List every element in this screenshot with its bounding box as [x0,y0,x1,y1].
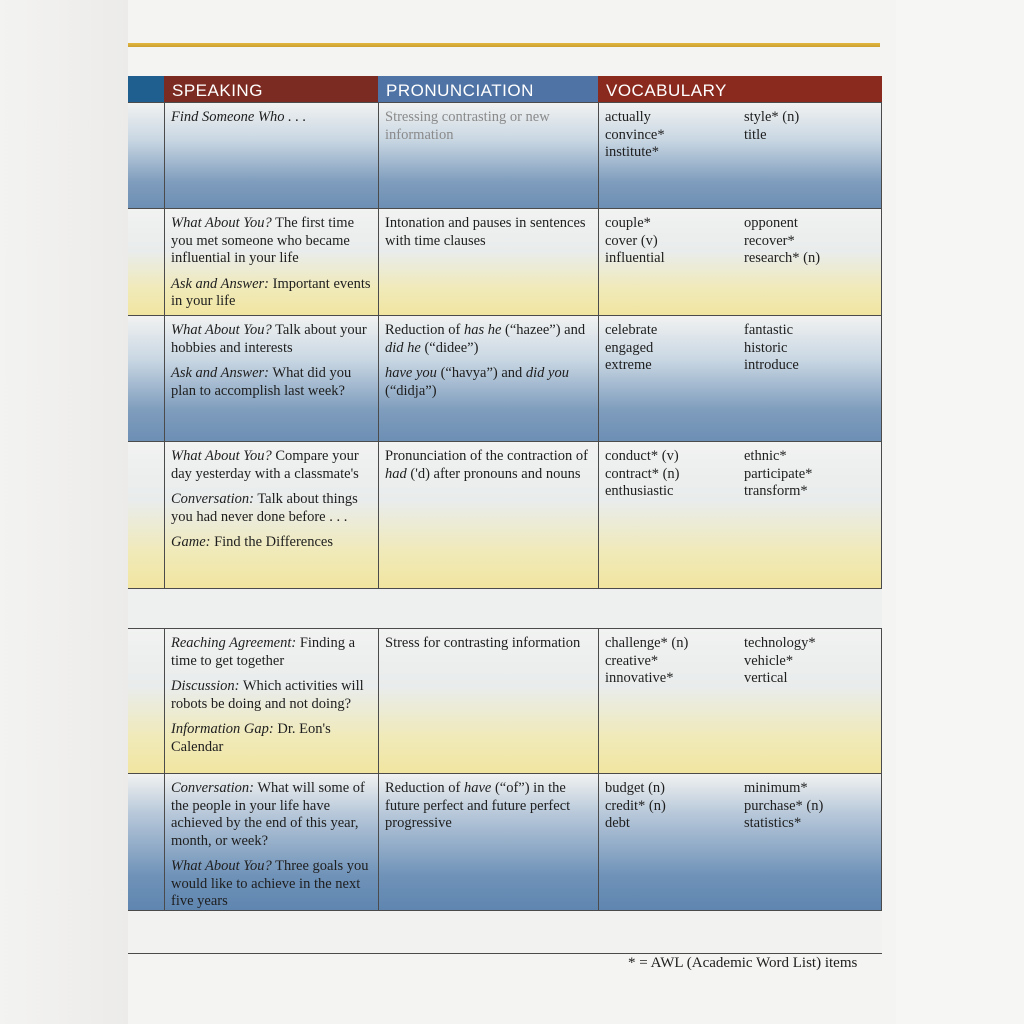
pron-italic: had [385,465,407,482]
vocab-word: conduct* (v) [605,448,679,464]
vocab-word: extreme [605,357,652,373]
vocab-word: opponent [744,215,798,231]
vocab-word: innovative* [605,670,674,686]
speaking-text: Find the Differences [210,534,334,550]
vocab-word: convince* [605,126,665,143]
pronunciation-cell: Stress for contrasting information [378,629,598,773]
vocab-word: purchase* (n) [744,797,824,814]
pron-text: Reduction of [385,780,464,796]
page-gutter [0,0,128,1024]
vocab-word: vehicle* [744,652,794,669]
awl-footnote: * = AWL (Academic Word List) items [628,955,858,971]
vocab-word: enthusiastic [605,483,674,499]
speaking-text: Talk about things you had never done before . . . [171,491,358,525]
vocab-col1 [598,316,738,441]
vocab-col1 [598,442,738,588]
vocab-col1 [598,103,738,208]
pron-text: (“of”) in the future perfect and future perfect progressive [385,780,571,831]
vocab-col2 [738,629,882,773]
speaking-lead: Reaching Agreement: [171,635,297,651]
speaking-lead: What About You? [171,322,272,338]
vocab-word: creative* [605,652,659,669]
vocab-col1 [598,209,738,315]
vocab-word: challenge* (n) [605,635,689,651]
pron-italic: did he [385,339,421,356]
vocab-word: couple* [605,215,651,231]
speaking-lead: What About You? [171,215,272,231]
header-pronunciation: PRONUNCIATION [378,76,598,102]
vocab-word: vertical [744,670,788,686]
speaking-text: Which activities will robots be doing and not doing? [171,678,364,712]
vocab-word: institute* [605,144,659,160]
speaking-lead: Conversation: [171,780,254,796]
pronunciation-cell: Stressing contrasting or new information [378,103,598,208]
vocab-word: research* (n) [744,250,821,266]
speaking-cell [164,774,378,910]
pron-text: (“didja”) [385,382,437,399]
header-vocabulary: VOCABULARY [598,76,882,102]
speaking-lead: Game: [171,534,211,550]
vocab-col2 [738,442,882,588]
vocab-word: historic [744,339,788,356]
pron-text: (“didee”) [420,339,479,356]
table-row [128,102,882,208]
vocab-col2 [738,103,882,208]
speaking-lead: Information Gap: [171,721,274,737]
pron-italic: have [463,780,492,796]
vocab-word: introduce [744,357,799,373]
vocab-word: contract* (n) [605,465,680,482]
vocab-word: budget (n) [605,780,665,796]
pron-text: Reduction of [385,322,464,338]
speaking-cell [164,209,378,315]
speaking-text: What did you plan to accomplish last week? [171,365,352,399]
background-right [896,0,1024,1024]
vocab-word: title [744,126,767,143]
vocab-word: ethnic* [744,448,787,464]
vocab-word: credit* (n) [605,797,666,814]
vocab-col1 [598,629,738,773]
vocab-word: fantastic [744,322,794,338]
vocab-word: minimum* [744,780,808,796]
speaking-lead: What About You? [171,858,272,874]
speaking-text: Important events in your life [171,275,371,309]
pronunciation-cell [378,316,598,441]
pronunciation-cell: Intonation and pauses in sentences with time clauses [378,209,598,315]
vocab-word: recover* [744,232,795,249]
vocab-word: cover (v) [605,232,658,249]
pron-text: ('d) after pronouns and nouns [406,465,581,482]
vocab-word: influential [605,250,665,266]
speaking-lead: Ask and Answer: [171,275,270,292]
speaking-text: Dr. Eon's Calendar [171,721,331,755]
speaking-text: What will some of the people in your life have achieved by the end of this year, month, or week? [171,780,365,849]
vocab-word: celebrate [605,322,658,338]
speaking-lead: Ask and Answer: [171,365,270,381]
pronunciation-cell [378,774,598,910]
table-row [128,315,882,441]
table-row [128,441,882,588]
vocab-col2 [738,209,882,315]
speaking-cell [164,629,378,773]
speaking-text: The first time you met someone who became influential in your life [171,215,355,266]
pron-italic: have you [385,365,437,381]
vocab-col2 [738,316,882,441]
speaking-cell [164,442,378,588]
speaking-cell [164,103,378,208]
vocab-word: actually [605,109,651,125]
unit-separator [128,588,882,628]
gold-rule [128,43,880,47]
speaking-text: Talk about your hobbies and interests [171,322,367,356]
speaking-lead: Conversation: [171,491,254,507]
speaking-text: Finding a time to get together [171,635,356,669]
pron-italic: has he [463,322,502,338]
pron-text: Pronunciation of the contraction of [385,448,588,464]
vocab-word: technology* [744,635,816,651]
vocab-word: engaged [605,339,654,356]
vocab-col2 [738,774,882,910]
pronunciation-cell [378,442,598,588]
speaking-lead: Find Someone Who . . . [171,109,307,125]
vocab-word: statistics* [744,815,802,831]
vocab-word: debt [605,815,630,831]
table-footer-box [128,910,882,954]
table-row [128,773,882,910]
table-row [128,628,882,773]
vocab-word: style* (n) [744,109,800,125]
pron-text: (“havya”) and [436,365,526,381]
speaking-cell [164,316,378,441]
vocab-word: transform* [744,483,808,499]
speaking-lead: Discussion: [171,678,240,694]
header-speaking: SPEAKING [128,76,378,102]
table-row [128,208,882,315]
vocab-col1 [598,774,738,910]
pron-italic: did you [525,365,569,381]
speaking-text: Three goals you would like to achieve in the next five years [171,858,369,909]
speaking-lead: What About You? [171,448,272,464]
speaking-text: Compare your day yesterday with a classmate's [171,448,359,482]
pron-text: (“hazee”) and [501,322,586,338]
vocab-word: participate* [744,465,813,482]
